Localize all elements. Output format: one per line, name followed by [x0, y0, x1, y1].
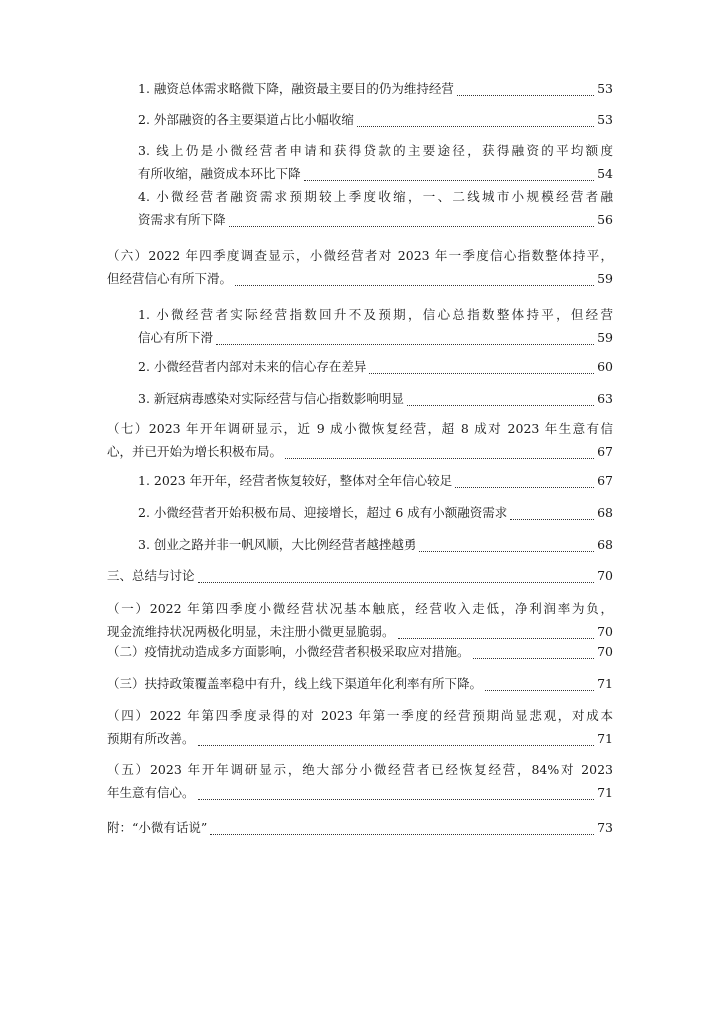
dot-leader: [357, 125, 594, 127]
dot-leader: [369, 372, 594, 374]
toc-page-number: 53: [597, 81, 613, 96]
dot-leader: [485, 689, 594, 691]
toc-entry-text: 4. 小微经营者融资需求预期较上季度收缩，一、二线城市小规模经营者融: [138, 189, 613, 204]
toc-entry-text: （一）2022 年第四季度小微经营状况基本触底，经营收入走低，净利润率为负，: [107, 601, 613, 616]
toc-entry-text: （七）2023 年开年调研显示，近 9 成小微恢复经营，超 8 成对 2023 年生意有信: [107, 421, 613, 436]
toc-page-number: 70: [597, 568, 613, 583]
toc-entry-text: 心，并已开始为增长积极布局。: [107, 444, 283, 459]
toc-entry-text: 预期有所改善。: [107, 731, 195, 746]
toc-entry[interactable]: [138, 355, 613, 378]
dot-leader: [210, 833, 594, 835]
toc-entry[interactable]: [138, 77, 613, 100]
dot-leader: [229, 225, 595, 227]
toc-entry-text: 1. 融资总体需求略微下降，融资最主要目的仍为维持经营: [138, 81, 454, 96]
toc-page-number: 70: [597, 624, 613, 639]
toc-entry[interactable]: [107, 640, 613, 663]
toc-page-number: 59: [597, 271, 613, 286]
toc-page-number: 59: [597, 330, 613, 345]
dot-leader: [473, 657, 595, 659]
toc-entry-text: 2. 小微经营者内部对未来的信心存在差异: [138, 359, 367, 374]
toc-entry[interactable]: [107, 417, 613, 463]
toc-entry-text: 3. 新冠病毒感染对实际经营与信心指数影响明显: [138, 391, 404, 406]
toc-entry-text: 年生意有信心。: [107, 785, 195, 800]
toc-entry[interactable]: [138, 387, 613, 410]
toc-entry[interactable]: [107, 816, 613, 839]
toc-entry-text: 但经营信心有所下滑。: [107, 271, 233, 286]
toc-entry-text: （三）扶持政策覆盖率稳中有升，线上线下渠道年化利率有所下降。: [107, 676, 483, 691]
toc-page-number: 53: [597, 112, 613, 127]
toc-page-number: 70: [597, 644, 613, 659]
toc-entry-text: （五）2023 年开年调研显示，绝大部分小微经营者已经恢复经营，84%对 2023: [107, 762, 613, 777]
dot-leader: [398, 637, 595, 639]
dot-leader: [198, 744, 595, 746]
toc-page-number: 68: [597, 537, 613, 552]
toc-page-number: 67: [597, 473, 613, 488]
dot-leader: [457, 94, 594, 96]
toc-entry[interactable]: [138, 303, 613, 349]
toc-entry-text: （六）2022 年四季度调查显示，小微经营者对 2023 年一季度信心指数整体持平，: [107, 248, 613, 263]
toc-entry-text: 3. 线上仍是小微经营者申请和获得贷款的主要途径，获得融资的平均额度: [138, 143, 613, 158]
toc-entry-text: 2. 小微经营者开始积极布局、迎接增长，超过 6 成有小额融资需求: [138, 505, 508, 520]
toc-page-number: 54: [597, 166, 613, 181]
toc-entry[interactable]: [107, 672, 613, 695]
dot-leader: [216, 343, 594, 345]
toc-page-number: 73: [597, 820, 613, 835]
dot-leader: [419, 550, 594, 552]
toc-entry[interactable]: [138, 501, 613, 524]
toc-entry-text: 现金流维持状况两极化明显，未注册小微更显脆弱。: [107, 624, 395, 639]
toc-entry-text: 资需求有所下降: [138, 212, 226, 227]
dot-leader: [407, 404, 594, 406]
toc-page-number: 71: [597, 731, 613, 746]
toc-page-number: 71: [597, 785, 613, 800]
toc-page-number: 67: [597, 444, 613, 459]
toc-entry[interactable]: [138, 533, 613, 556]
toc-page-number: 63: [597, 391, 613, 406]
toc-entry-text: 三、总结与讨论: [107, 568, 195, 583]
toc-entry[interactable]: [138, 108, 613, 131]
dot-leader: [198, 581, 595, 583]
toc-entry[interactable]: [107, 758, 613, 804]
toc-page-number: 56: [597, 212, 613, 227]
toc-entry[interactable]: [107, 704, 613, 750]
toc-entry[interactable]: [138, 469, 613, 492]
toc-entry-text: 信心有所下滑: [138, 330, 214, 345]
toc-entry[interactable]: [138, 139, 613, 185]
toc-page-number: 60: [597, 359, 613, 374]
toc-entry[interactable]: [107, 244, 613, 290]
toc-entry-text: 有所收缩，融资成本环比下降: [138, 166, 301, 181]
dot-leader: [304, 179, 595, 181]
dot-leader: [455, 486, 594, 488]
toc-entry[interactable]: [138, 185, 613, 231]
toc-entry-text: 2. 外部融资的各主要渠道占比小幅收缩: [138, 112, 354, 127]
dot-leader: [198, 798, 595, 800]
toc-page-number: 71: [597, 676, 613, 691]
toc-entry-text: 3. 创业之路并非一帆风顺，大比例经营者越挫越勇: [138, 537, 417, 552]
toc-entry-text: （四）2022 年第四季度录得的对 2023 年第一季度的经营预期尚显悲观，对成本: [107, 708, 613, 723]
toc-entry-text: 1. 2023 年开年，经营者恢复较好，整体对全年信心较足: [138, 473, 453, 488]
dot-leader: [285, 457, 594, 459]
toc-entry-text: 1. 小微经营者实际经营指数回升不及预期，信心总指数整体持平，但经营: [138, 307, 613, 322]
toc-entry[interactable]: [107, 564, 613, 587]
toc-entry-text: （二）疫情扰动造成多方面影响，小微经营者积极采取应对措施。: [107, 644, 470, 659]
toc-entry-text: 附：“小微有话说”: [107, 820, 208, 835]
toc-entry[interactable]: [107, 597, 613, 643]
toc-page-number: 68: [597, 505, 613, 520]
dot-leader: [510, 518, 594, 520]
dot-leader: [235, 284, 594, 286]
